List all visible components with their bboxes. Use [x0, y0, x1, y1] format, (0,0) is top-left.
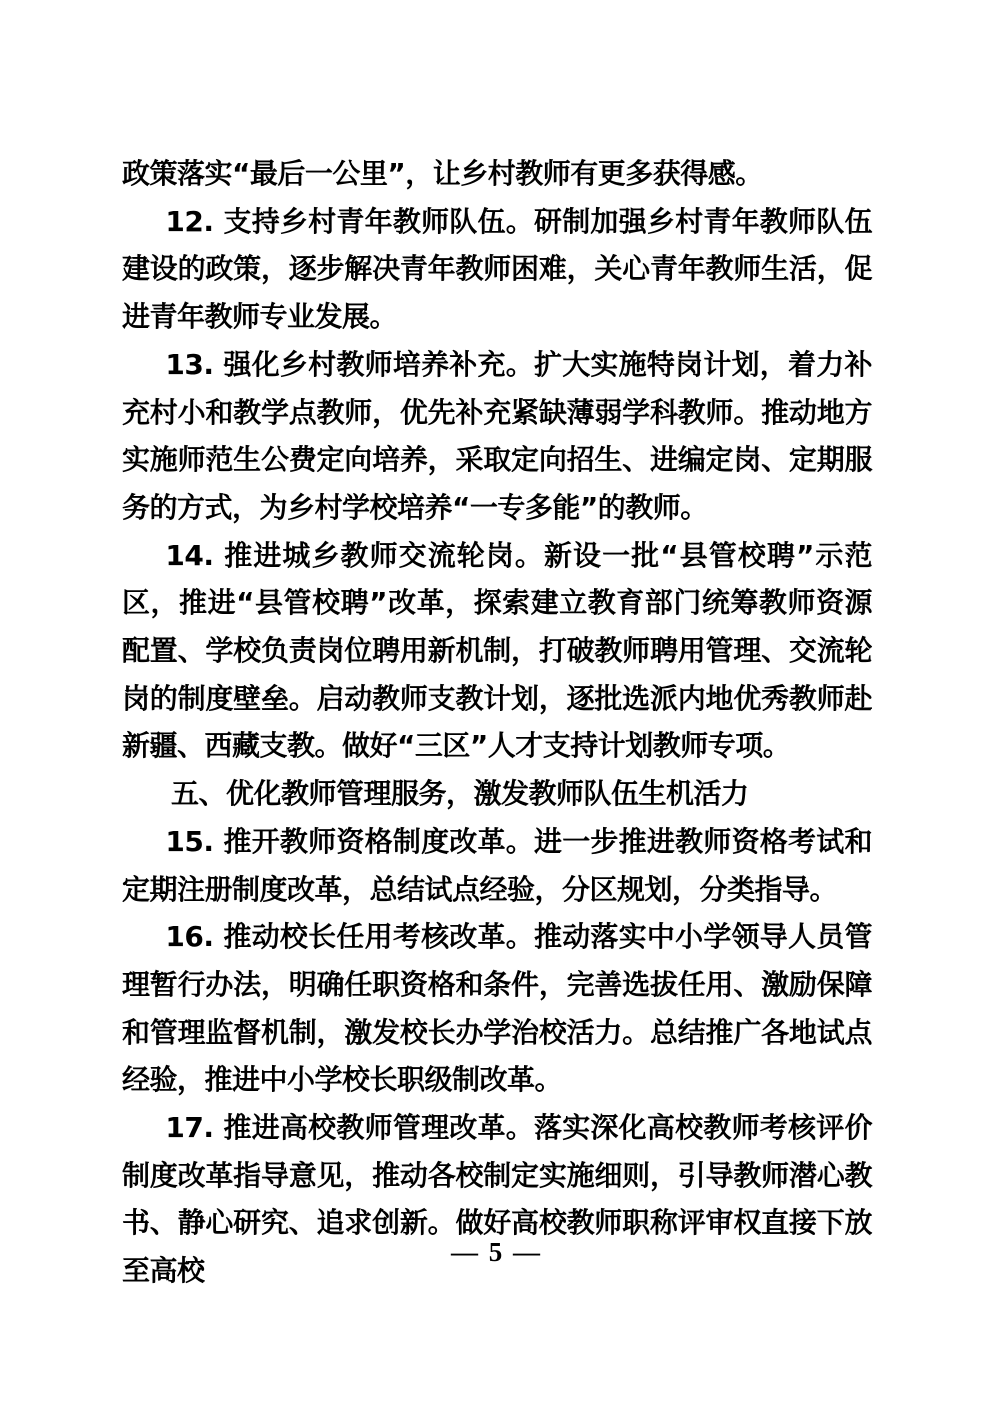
paragraph-continuation: 政策落实“最后一公里”，让乡村教师有更多获得感。: [122, 157, 763, 190]
paragraph-14: 14. 推进城乡教师交流轮岗。新设一批“县管校聘”示范区，推进“县管校聘”改革，探索建立教育部门统筹教师资源配置、学校负责岗位聘用新机制，打破教师聘用管理、交流轮岗的制度壁垒。启动教师支教计划，逐批选派内地优秀教师赴新疆、西藏支教。做好“三区”人才支持计划教师专项。: [122, 538, 872, 763]
paragraph-17: 17. 推进高校教师管理改革。落实深化高校教师考核评价制度改革指导意见，推动各校制定实施细则，引导教师潜心教书、静心研究、追求创新。做好高校教师职称评审权直接下放至高校: [122, 1111, 872, 1288]
section-heading: 五、优化教师管理服务，激发教师队伍生机活力: [171, 777, 749, 811]
paragraph-15: 15. 推开教师资格制度改革。进一步推进教师资格考试和定期注册制度改革，总结试点经验，分区规划，分类指导。: [122, 824, 872, 906]
paragraph-13: 13. 强化乡村教师培养补充。扩大实施特岗计划，着力补充村小和教学点教师，优先补充紧缺薄弱学科教师。推动地方实施师范生公费定向培养，采取定向招生、进编定岗、定期服务的方式，为乡村学校培养“一专多能”的教师。: [122, 347, 872, 524]
paragraph-16: 16. 推动校长任用考核改革。推动落实中小学领导人员管理暂行办法，明确任职资格和条件，完善选拔任用、激励保障和管理监督机制，激发校长办学治校活力。总结推广各地试点经验，推进中小学校长职级制改革。: [122, 920, 872, 1097]
document-body: [122, 150, 872, 1295]
page-number: — 5 —: [451, 1237, 542, 1267]
paragraph-12: 12. 支持乡村青年教师队伍。研制加强乡村青年教师队伍建设的政策，逐步解决青年教师困难，关心青年教师生活，促进青年教师专业发展。: [122, 204, 872, 334]
